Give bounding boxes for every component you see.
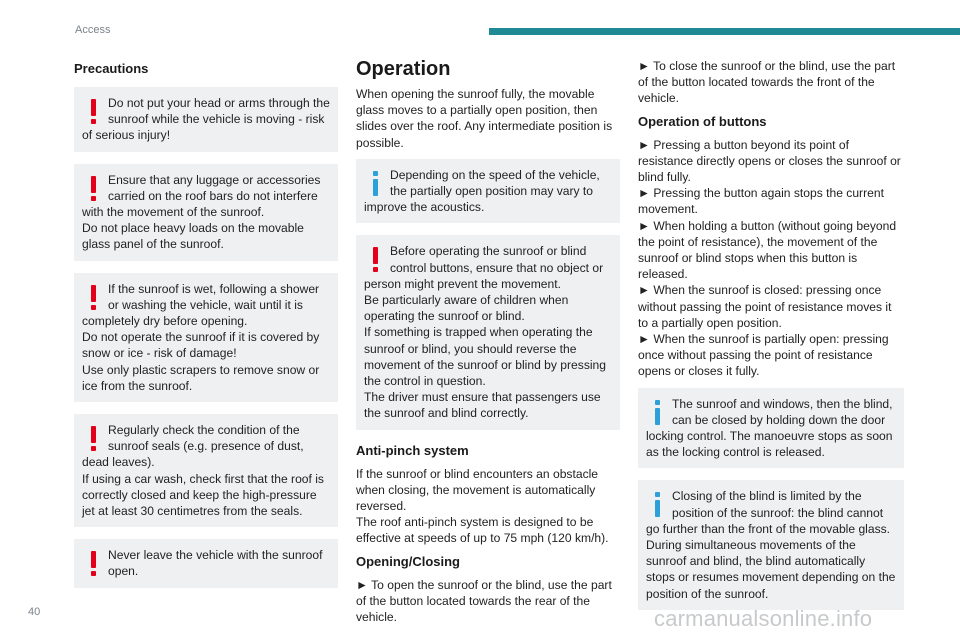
opening-closing-heading: Opening/Closing — [356, 553, 460, 569]
warning-icon — [82, 549, 108, 579]
warning-text: Do not operate the sunroof if it is covered by snow or ice - risk of damage! — [82, 330, 320, 361]
column-precautions — [74, 52, 338, 588]
antipinch-heading: Anti-pinch system — [356, 442, 469, 458]
warning-text: Before operating the sunroof or blind control buttons, ensure that no object or person might prevent the movement. — [364, 244, 604, 291]
watermark: carmanualsonline.info — [654, 606, 873, 631]
section-header: Access — [75, 24, 111, 36]
antipinch-text: The roof anti-pinch system is designed to be effective at speeds of up to 75 mph (120 km/h). — [356, 515, 609, 546]
warning-box — [74, 414, 338, 527]
info-text: Depending on the speed of the vehicle, the partially open position may vary to improve the acoustics. — [364, 167, 600, 215]
warning-icon — [82, 97, 108, 127]
info-icon — [364, 169, 390, 199]
info-text: Closing of the blind is limited by the position of the sunroof: the blind cannot go further than the front of the movable glass. — [646, 489, 891, 536]
info-text: The sunroof and windows, then the blind, can be closed by holding down the door locking control. The manoeuvre stops as soon as the locking control is released. — [646, 396, 893, 460]
info-icon — [646, 398, 672, 428]
warning-box — [74, 539, 338, 587]
info-box — [638, 388, 904, 469]
buttons-line: ► Pressing a button beyond its point of resistance directly opens or closes the sunroof or blind fully. — [638, 137, 901, 185]
warning-box — [74, 164, 338, 261]
antipinch-text: If the sunroof or blind encounters an obstacle when closing, the movement is automatically reversed. — [356, 466, 599, 514]
operation-heading: Operation — [356, 58, 451, 80]
warning-text: Ensure that any luggage or accessories carried on the roof bars do not interfere with the movement of the sunroof. — [82, 172, 321, 220]
column-operation — [356, 52, 620, 625]
buttons-line: ► When the sunroof is closed: pressing once without passing the point of resistance moves it to a partially open position. — [638, 283, 892, 330]
warning-text: If something is trapped when operating the sunroof or blind, you should reverse the movement of the sunroof or blind by pressing the control in question. — [364, 325, 607, 389]
info-text: During simultaneous movements of the sunroof and blind, the blind automatically stops or resumes movement depending on the position of the sunroof. — [646, 538, 896, 601]
warning-text: Use only plastic scrapers to remove snow or ice from the sunroof. — [82, 362, 320, 393]
info-box — [356, 159, 620, 224]
buttons-line: ► When the sunroof is partially open: pressing once without passing the point of resistance opens or closes it fully. — [638, 332, 889, 379]
info-box — [638, 480, 904, 609]
warning-box — [74, 273, 338, 402]
buttons-heading: Operation of buttons — [638, 113, 767, 129]
opening-text: ► To open the sunroof or the blind, use the part of the button located towards the rear of the vehicle. — [356, 577, 612, 625]
closing-text: ► To close the sunroof or the blind, use the part of the button located towards the front of the vehicle. — [638, 59, 896, 106]
buttons-line: ► When holding a button (without going beyond the point of resistance), the movement of the sunroof or blind stops when this button is released. — [638, 218, 897, 282]
warning-text: Do not put your head or arms through the sunroof while the vehicle is moving - risk of serious injury! — [82, 96, 330, 143]
precautions-heading: Precautions — [74, 61, 149, 76]
warning-box — [74, 87, 338, 152]
info-icon — [646, 490, 672, 520]
warning-text: Regularly check the condition of the sunroof seals (e.g. presence of dust, dead leaves). — [82, 423, 304, 470]
warning-text: Never leave the vehicle with the sunroof open. — [108, 548, 323, 579]
page-number: 40 — [28, 606, 41, 618]
warning-icon — [82, 174, 108, 204]
warning-text: Be particularly aware of children when operating the sunroof or blind. — [364, 293, 569, 324]
warning-icon — [364, 245, 390, 275]
header-accent-bar — [489, 28, 960, 35]
warning-icon — [82, 283, 108, 313]
operation-intro: When opening the sunroof fully, the movable glass moves to a partially open position, then slides over the roof. Any intermediate position is possible. — [356, 87, 613, 150]
warning-box — [356, 235, 620, 429]
warning-text: Do not place heavy loads on the movable glass panel of the sunroof. — [82, 221, 304, 252]
warning-text: If the sunroof is wet, following a shower or washing the vehicle, wait until it is completely dry before opening. — [82, 281, 320, 329]
warning-text: If using a car wash, check first that the roof is correctly closed and keep the high-pressure jet at least 30 centimetres from the seals. — [82, 471, 324, 519]
warning-icon — [82, 424, 108, 454]
warning-text: The driver must ensure that passengers use the sunroof and blind correctly. — [364, 390, 601, 421]
buttons-line: ► Pressing the button again stops the current movement. — [638, 186, 884, 217]
column-operation-continued — [638, 52, 904, 610]
